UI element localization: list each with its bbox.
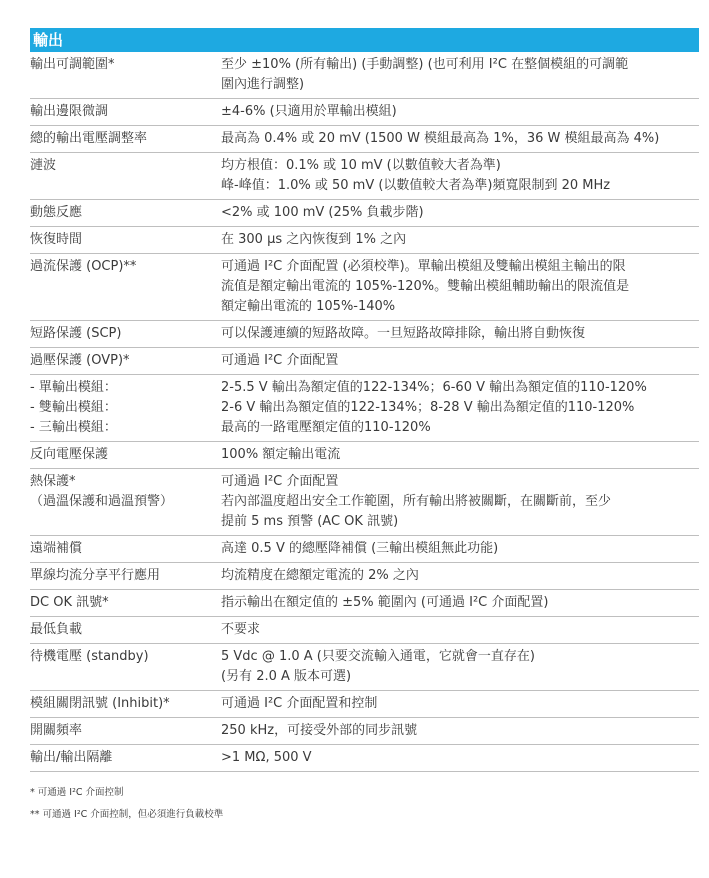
spec-label: 開關頻率 [30, 723, 83, 738]
spec-value-line: 均方根值：0.1% 或 10 mV (以數值較大者為準) [221, 158, 501, 173]
spec-row [30, 745, 699, 772]
spec-value [221, 203, 699, 223]
spec-label: 待機電壓 (standby) [30, 649, 149, 664]
output-spec-table [30, 28, 699, 826]
spec-value-line: 峰-峰值：1.0% 或 50 mV (以數值較大者為準)頻寬限制到 20 MHz [221, 178, 611, 193]
spec-value-line: 若內部溫度超出安全工作範圍，所有輸出將被關斷，在關斷前，至少 [221, 494, 612, 509]
spec-label: 輸出邊限微調 [30, 104, 109, 119]
spec-label: 過壓保護 (OVP)* [30, 353, 130, 368]
spec-row [30, 52, 699, 99]
spec-row [30, 691, 699, 718]
spec-label: 模組關閉訊號 (Inhibit)* [30, 696, 170, 711]
spec-value [221, 102, 699, 122]
spec-row [30, 617, 699, 644]
spec-label: 總的輸出電壓調整率 [30, 131, 148, 146]
spec-value-line: ±4-6% (只適用於單輸出模組) [221, 104, 397, 119]
spec-row [30, 590, 699, 617]
spec-label [30, 472, 221, 532]
spec-value-line: 可通過 I²C 介面配置和控制 [221, 696, 378, 711]
spec-value [221, 721, 699, 741]
spec-value-line: 提前 5 ms 預警 (AC OK 訊號) [221, 514, 399, 529]
spec-value [221, 620, 699, 640]
spec-value [221, 324, 699, 344]
spec-row [30, 469, 699, 536]
spec-label [30, 378, 221, 438]
spec-row [30, 375, 699, 442]
spec-value [221, 566, 699, 586]
spec-label-line: - 雙輸出模組： [30, 400, 117, 415]
spec-value-line: 流值是額定輸出電流的 105%-120%。雙輸出模組輔助輸出的限流值是 [221, 279, 630, 294]
spec-value-line: 額定輸出電流的 105%-140% [221, 299, 396, 314]
spec-row [30, 536, 699, 563]
spec-row [30, 442, 699, 469]
spec-value-line: >1 MΩ, 500 V [221, 750, 312, 765]
spec-value-line: 最高為 0.4% 或 20 mV (1500 W 模組最高為 1%，36 W 模組最高為 4%) [221, 131, 660, 146]
spec-value-line: 250 kHz，可接受外部的同步訊號 [221, 723, 418, 738]
spec-value-line: 可通過 I²C 介面配置 [221, 474, 339, 489]
spec-row [30, 99, 699, 126]
spec-row [30, 254, 699, 321]
spec-label: 輸出可調範圍* [30, 57, 115, 72]
footnote: * 可通過 I²C 介面控制 [30, 787, 124, 798]
spec-label-line: （過溫保護和過溫預警） [30, 494, 174, 509]
spec-label-line: - 單輸出模組： [30, 380, 117, 395]
spec-label: 動態反應 [30, 205, 83, 220]
spec-value-line: 可通過 I²C 介面配置 [221, 353, 339, 368]
spec-value [221, 647, 699, 687]
spec-value-line: (另有 2.0 A 版本可選) [221, 669, 352, 684]
footnote: ** 可通過 I²C 介面控制，但必須進行負載校準 [30, 809, 224, 820]
spec-value-line: 最高的一路電壓額定值的110-120% [221, 420, 431, 435]
spec-label-line: - 三輸出模組： [30, 420, 117, 435]
spec-value-line: 均流精度在總額定電流的 2% 之內 [221, 568, 419, 583]
spec-value-line: 2-5.5 V 輸出為額定值的122-134%；6-60 V 輸出為額定值的110-120% [221, 380, 647, 395]
spec-row [30, 718, 699, 745]
spec-value [221, 472, 699, 532]
spec-row [30, 153, 699, 200]
spec-value-line: 可通過 I²C 介面配置 (必須校準)。單輸出模組及雙輸出模組主輸出的限 [221, 259, 626, 274]
spec-label: 單線均流分享平行應用 [30, 568, 161, 583]
spec-value [221, 257, 699, 317]
spec-value [221, 129, 699, 149]
spec-label: 過流保護 (OCP)** [30, 259, 137, 274]
spec-value-line: 100% 額定輸出電流 [221, 447, 341, 462]
spec-value [221, 378, 699, 438]
spec-value-line: 不要求 [221, 622, 261, 637]
spec-row [30, 348, 699, 375]
spec-value-line: 圍內進行調整) [221, 77, 305, 92]
spec-label: 漣波 [30, 158, 57, 173]
spec-value-line: 可以保護連續的短路故障。一旦短路故障排除，輸出將自動恢復 [221, 326, 586, 341]
spec-label: 恢復時間 [30, 232, 83, 247]
spec-value [221, 694, 699, 714]
section-header: 輸出 [30, 28, 699, 52]
spec-value-line: 至少 ±10% (所有輸出) (手動調整) (也可利用 I²C 在整個模組的可調範 [221, 57, 629, 72]
spec-value-line: <2% 或 100 mV (25% 負載步階) [221, 205, 424, 220]
spec-value [221, 55, 699, 95]
footnotes [30, 782, 699, 826]
spec-label: 最低負載 [30, 622, 83, 637]
spec-value [221, 230, 699, 250]
spec-value [221, 539, 699, 559]
spec-rows [30, 52, 699, 772]
spec-row [30, 321, 699, 348]
spec-label-line: 熱保護* [30, 474, 76, 489]
spec-row [30, 563, 699, 590]
spec-value [221, 445, 699, 465]
spec-value [221, 351, 699, 371]
spec-row [30, 126, 699, 153]
spec-label: 遠端補償 [30, 541, 83, 556]
spec-label: 短路保護 (SCP) [30, 326, 122, 341]
spec-value-line: 5 Vdc @ 1.0 A (只要交流輸入通電，它就會一直存在) [221, 649, 535, 664]
spec-label: DC OK 訊號* [30, 595, 109, 610]
spec-row [30, 644, 699, 691]
spec-label: 輸出/輸出隔離 [30, 750, 113, 765]
spec-value-line: 在 300 μs 之內恢復到 1% 之內 [221, 232, 407, 247]
spec-value-line: 指示輸出在額定值的 ±5% 範圍內 (可通過 I²C 介面配置) [221, 595, 549, 610]
spec-value-line: 高達 0.5 V 的總壓降補償 (三輸出模組無此功能) [221, 541, 499, 556]
spec-value [221, 156, 699, 196]
spec-value [221, 593, 699, 613]
spec-value [221, 748, 699, 768]
spec-value-line: 2-6 V 輸出為額定值的122-134%；8-28 V 輸出為額定值的110-120% [221, 400, 635, 415]
spec-label: 反向電壓保護 [30, 447, 109, 462]
spec-row [30, 227, 699, 254]
spec-row [30, 200, 699, 227]
